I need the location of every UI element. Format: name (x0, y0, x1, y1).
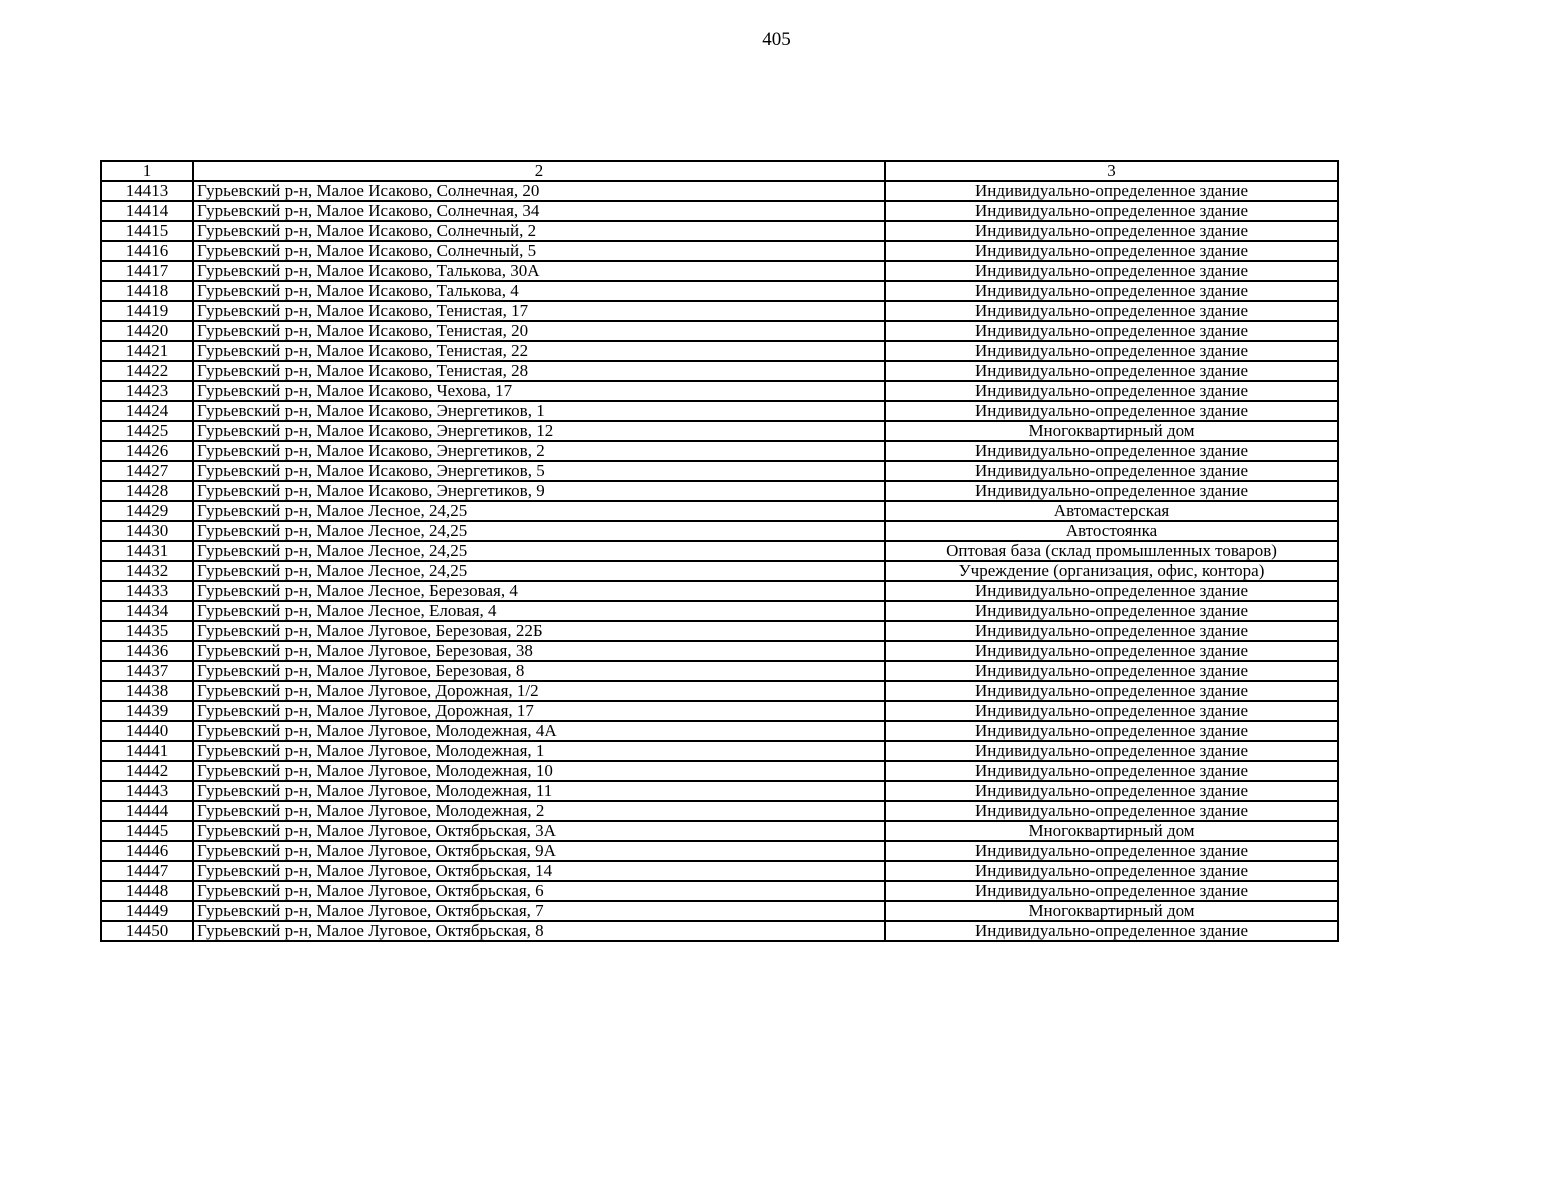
table-row (101, 241, 1338, 261)
address-cell: Гурьевский р-н, Малое Исаково, Тенистая, 28 (193, 361, 885, 381)
address-cell: Гурьевский р-н, Малое Исаково, Тенистая, 17 (193, 301, 885, 321)
row-number-cell: 14424 (101, 401, 193, 421)
property-type-cell: Индивидуально-определенное здание (885, 221, 1338, 241)
row-number-cell: 14432 (101, 561, 193, 581)
property-type-cell: Индивидуально-определенное здание (885, 261, 1338, 281)
address-cell: Гурьевский р-н, Малое Лесное, 24,25 (193, 501, 885, 521)
address-cell: Гурьевский р-н, Малое Исаково, Талькова, 4 (193, 281, 885, 301)
address-cell: Гурьевский р-н, Малое Луговое, Молодежная, 10 (193, 761, 885, 781)
column-header-2: 2 (193, 161, 885, 181)
column-header-1: 1 (101, 161, 193, 181)
table-row (101, 641, 1338, 661)
property-type-cell: Индивидуально-определенное здание (885, 861, 1338, 881)
address-cell: Гурьевский р-н, Малое Лесное, Березовая, 4 (193, 581, 885, 601)
table-header (101, 161, 1338, 181)
address-cell: Гурьевский р-н, Малое Луговое, Октябрьская, 6 (193, 881, 885, 901)
row-number-cell: 14426 (101, 441, 193, 461)
table-row (101, 901, 1338, 921)
row-number-cell: 14422 (101, 361, 193, 381)
address-cell: Гурьевский р-н, Малое Исаково, Энергетиков, 12 (193, 421, 885, 441)
table-row (101, 741, 1338, 761)
property-type-cell: Индивидуально-определенное здание (885, 361, 1338, 381)
row-number-cell: 14415 (101, 221, 193, 241)
address-cell: Гурьевский р-н, Малое Лесное, Еловая, 4 (193, 601, 885, 621)
row-number-cell: 14427 (101, 461, 193, 481)
table-row (101, 461, 1338, 481)
address-cell: Гурьевский р-н, Малое Лесное, 24,25 (193, 541, 885, 561)
table-row (101, 301, 1338, 321)
table-row (101, 181, 1338, 201)
address-cell: Гурьевский р-н, Малое Исаково, Талькова, 30А (193, 261, 885, 281)
page-number: 405 (762, 29, 791, 50)
row-number-cell: 14417 (101, 261, 193, 281)
row-number-cell: 14433 (101, 581, 193, 601)
address-cell: Гурьевский р-н, Малое Исаково, Энергетиков, 2 (193, 441, 885, 461)
table-row (101, 861, 1338, 881)
row-number-cell: 14442 (101, 761, 193, 781)
property-type-cell: Индивидуально-определенное здание (885, 301, 1338, 321)
property-type-cell: Индивидуально-определенное здание (885, 661, 1338, 681)
address-cell: Гурьевский р-н, Малое Луговое, Октябрьская, 3А (193, 821, 885, 841)
property-type-cell: Индивидуально-определенное здание (885, 461, 1338, 481)
table-row (101, 361, 1338, 381)
property-type-cell: Индивидуально-определенное здание (885, 201, 1338, 221)
address-cell: Гурьевский р-н, Малое Луговое, Октябрьская, 9А (193, 841, 885, 861)
row-number-cell: 14425 (101, 421, 193, 441)
table-row (101, 921, 1338, 941)
row-number-cell: 14414 (101, 201, 193, 221)
row-number-cell: 14445 (101, 821, 193, 841)
property-type-cell: Индивидуально-определенное здание (885, 921, 1338, 941)
table-row (101, 821, 1338, 841)
table-row (101, 401, 1338, 421)
property-registry-table (100, 160, 1339, 942)
table-row (101, 621, 1338, 641)
address-cell: Гурьевский р-н, Малое Луговое, Октябрьская, 8 (193, 921, 885, 941)
property-type-cell: Индивидуально-определенное здание (885, 681, 1338, 701)
table-row (101, 501, 1338, 521)
property-type-cell: Индивидуально-определенное здание (885, 761, 1338, 781)
row-number-cell: 14418 (101, 281, 193, 301)
row-number-cell: 14429 (101, 501, 193, 521)
row-number-cell: 14440 (101, 721, 193, 741)
row-number-cell: 14441 (101, 741, 193, 761)
row-number-cell: 14443 (101, 781, 193, 801)
table-row (101, 561, 1338, 581)
table-row (101, 521, 1338, 541)
property-type-cell: Индивидуально-определенное здание (885, 441, 1338, 461)
column-header-3: 3 (885, 161, 1338, 181)
address-cell: Гурьевский р-н, Малое Луговое, Дорожная, 1/2 (193, 681, 885, 701)
table-row (101, 421, 1338, 441)
table-row (101, 341, 1338, 361)
address-cell: Гурьевский р-н, Малое Исаково, Солнечный, 2 (193, 221, 885, 241)
address-cell: Гурьевский р-н, Малое Луговое, Дорожная, 17 (193, 701, 885, 721)
table-row (101, 201, 1338, 221)
table-row (101, 261, 1338, 281)
row-number-cell: 14430 (101, 521, 193, 541)
address-cell: Гурьевский р-н, Малое Луговое, Березовая, 22Б (193, 621, 885, 641)
row-number-cell: 14447 (101, 861, 193, 881)
table-body (101, 181, 1338, 941)
address-cell: Гурьевский р-н, Малое Исаково, Тенистая, 20 (193, 321, 885, 341)
table-row (101, 881, 1338, 901)
table-row (101, 581, 1338, 601)
property-type-cell: Индивидуально-определенное здание (885, 321, 1338, 341)
row-number-cell: 14435 (101, 621, 193, 641)
row-number-cell: 14444 (101, 801, 193, 821)
header-row (101, 161, 1338, 181)
table-row (101, 541, 1338, 561)
property-type-cell: Индивидуально-определенное здание (885, 241, 1338, 261)
row-number-cell: 14439 (101, 701, 193, 721)
property-type-cell: Индивидуально-определенное здание (885, 341, 1338, 361)
table-row (101, 661, 1338, 681)
table-row (101, 381, 1338, 401)
table-row (101, 761, 1338, 781)
table-row (101, 281, 1338, 301)
property-type-cell: Индивидуально-определенное здание (885, 801, 1338, 821)
property-type-cell: Индивидуально-определенное здание (885, 381, 1338, 401)
property-type-cell: Индивидуально-определенное здание (885, 281, 1338, 301)
table-row (101, 781, 1338, 801)
address-cell: Гурьевский р-н, Малое Лесное, 24,25 (193, 561, 885, 581)
address-cell: Гурьевский р-н, Малое Луговое, Молодежная, 11 (193, 781, 885, 801)
table-row (101, 221, 1338, 241)
row-number-cell: 14446 (101, 841, 193, 861)
address-cell: Гурьевский р-н, Малое Исаково, Солнечная, 34 (193, 201, 885, 221)
property-type-cell: Индивидуально-определенное здание (885, 641, 1338, 661)
row-number-cell: 14436 (101, 641, 193, 661)
table-row (101, 681, 1338, 701)
row-number-cell: 14434 (101, 601, 193, 621)
row-number-cell: 14421 (101, 341, 193, 361)
property-type-cell: Индивидуально-определенное здание (885, 481, 1338, 501)
address-cell: Гурьевский р-н, Малое Луговое, Молодежная, 4А (193, 721, 885, 741)
row-number-cell: 14431 (101, 541, 193, 561)
row-number-cell: 14420 (101, 321, 193, 341)
table-row (101, 481, 1338, 501)
table-row (101, 601, 1338, 621)
property-type-cell: Индивидуально-определенное здание (885, 621, 1338, 641)
address-cell: Гурьевский р-н, Малое Исаково, Тенистая, 22 (193, 341, 885, 361)
table-row (101, 321, 1338, 341)
property-type-cell: Автомастерская (885, 501, 1338, 521)
row-number-cell: 14428 (101, 481, 193, 501)
property-type-cell: Индивидуально-определенное здание (885, 881, 1338, 901)
row-number-cell: 14438 (101, 681, 193, 701)
row-number-cell: 14449 (101, 901, 193, 921)
property-type-cell: Многоквартирный дом (885, 821, 1338, 841)
table-row (101, 701, 1338, 721)
row-number-cell: 14419 (101, 301, 193, 321)
row-number-cell: 14450 (101, 921, 193, 941)
property-type-cell: Индивидуально-определенное здание (885, 701, 1338, 721)
property-type-cell: Индивидуально-определенное здание (885, 721, 1338, 741)
address-cell: Гурьевский р-н, Малое Луговое, Березовая, 8 (193, 661, 885, 681)
table-row (101, 441, 1338, 461)
address-cell: Гурьевский р-н, Малое Луговое, Молодежная, 2 (193, 801, 885, 821)
property-type-cell: Индивидуально-определенное здание (885, 841, 1338, 861)
property-type-cell: Индивидуально-определенное здание (885, 581, 1338, 601)
address-cell: Гурьевский р-н, Малое Исаково, Чехова, 17 (193, 381, 885, 401)
row-number-cell: 14423 (101, 381, 193, 401)
property-type-cell: Индивидуально-определенное здание (885, 401, 1338, 421)
property-type-cell: Многоквартирный дом (885, 901, 1338, 921)
property-type-cell: Индивидуально-определенное здание (885, 741, 1338, 761)
property-type-cell: Многоквартирный дом (885, 421, 1338, 441)
property-type-cell: Автостоянка (885, 521, 1338, 541)
property-type-cell: Индивидуально-определенное здание (885, 181, 1338, 201)
address-cell: Гурьевский р-н, Малое Исаково, Солнечный, 5 (193, 241, 885, 261)
property-type-cell: Индивидуально-определенное здание (885, 601, 1338, 621)
address-cell: Гурьевский р-н, Малое Исаково, Солнечная, 20 (193, 181, 885, 201)
address-cell: Гурьевский р-н, Малое Исаково, Энергетиков, 9 (193, 481, 885, 501)
property-type-cell: Оптовая база (склад промышленных товаров) (885, 541, 1338, 561)
address-cell: Гурьевский р-н, Малое Луговое, Октябрьская, 7 (193, 901, 885, 921)
table-row (101, 801, 1338, 821)
address-cell: Гурьевский р-н, Малое Луговое, Октябрьская, 14 (193, 861, 885, 881)
address-cell: Гурьевский р-н, Малое Лесное, 24,25 (193, 521, 885, 541)
table-row (101, 841, 1338, 861)
property-type-cell: Индивидуально-определенное здание (885, 781, 1338, 801)
row-number-cell: 14416 (101, 241, 193, 261)
row-number-cell: 14413 (101, 181, 193, 201)
address-cell: Гурьевский р-н, Малое Луговое, Молодежная, 1 (193, 741, 885, 761)
property-type-cell: Учреждение (организация, офис, контора) (885, 561, 1338, 581)
address-cell: Гурьевский р-н, Малое Луговое, Березовая, 38 (193, 641, 885, 661)
address-cell: Гурьевский р-н, Малое Исаково, Энергетиков, 1 (193, 401, 885, 421)
address-cell: Гурьевский р-н, Малое Исаково, Энергетиков, 5 (193, 461, 885, 481)
row-number-cell: 14437 (101, 661, 193, 681)
row-number-cell: 14448 (101, 881, 193, 901)
table-row (101, 721, 1338, 741)
